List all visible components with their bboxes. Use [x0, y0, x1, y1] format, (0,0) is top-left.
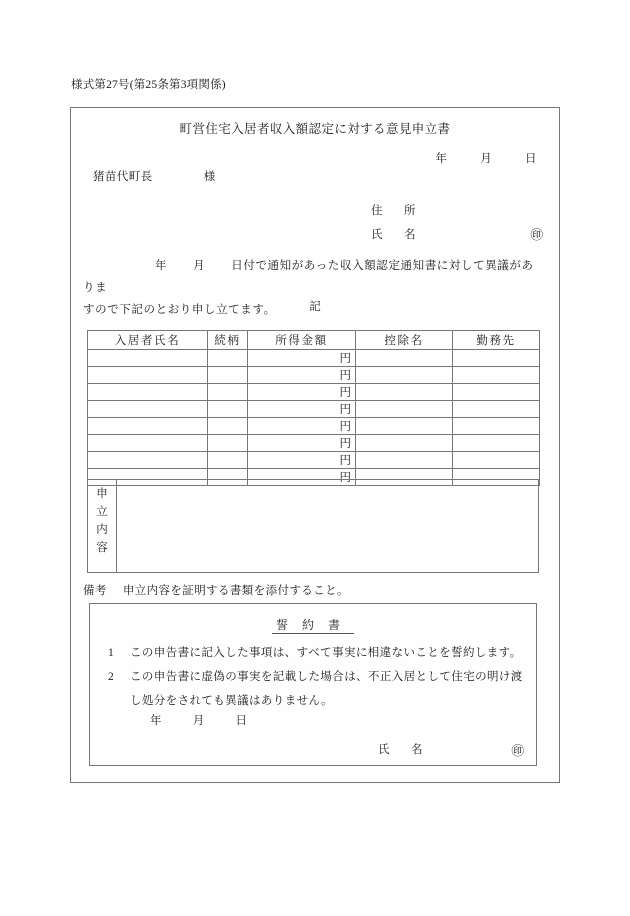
cell-deduction[interactable] [356, 367, 453, 384]
addressee-honorific: 様 [203, 171, 216, 183]
label-char-4: 容 [96, 542, 108, 554]
cell-deduction[interactable] [356, 350, 453, 367]
table-row [88, 418, 540, 435]
pledge-title: 誓約書 [90, 616, 536, 633]
body-text-line1: 日付で通知があった収入額認定通知書に対して異議がありま [83, 260, 534, 294]
applicant-block [371, 199, 561, 247]
cell-workplace[interactable] [453, 350, 540, 367]
income-table [87, 330, 540, 486]
pledge-date-line [150, 712, 248, 728]
cell-workplace[interactable] [453, 384, 540, 401]
body-text-line2: すので下記のとおり申し立てます。 [83, 304, 276, 316]
pledge-clause [106, 641, 524, 665]
addressee [93, 168, 216, 184]
table-row [88, 350, 540, 367]
note-label: 備考 [83, 585, 107, 597]
body-month-label: 月 [193, 260, 206, 272]
cell-name[interactable] [88, 350, 208, 367]
cell-workplace[interactable] [453, 367, 540, 384]
label-char-3: 内 [96, 524, 108, 536]
ki-mark: 記 [309, 301, 321, 313]
cell-workplace[interactable] [453, 452, 540, 469]
form-number: 様式第27号(第25条第3項関係) [71, 79, 226, 91]
table-row [88, 452, 540, 469]
clause-text: この申告書に虚偽の事実を記載した場合は、不正入居として住宅の明け渡し処分をされても異議はありません。 [130, 671, 523, 707]
seal-icon: ㊞ [530, 228, 543, 242]
clause-text: この申告書に記入した事項は、すべて事実に相違ないことを誓約します。 [130, 647, 522, 659]
cell-name[interactable] [88, 452, 208, 469]
cell-workplace[interactable] [453, 401, 540, 418]
cell-workplace[interactable] [453, 435, 540, 452]
cell-deduction[interactable] [356, 418, 453, 435]
cell-deduction[interactable] [356, 452, 453, 469]
cell-income[interactable]: 円 [248, 418, 356, 435]
statement-content-field[interactable] [117, 480, 539, 573]
cell-deduction[interactable] [356, 401, 453, 418]
seal-icon: ㊞ [511, 744, 524, 758]
cell-relation[interactable] [208, 367, 248, 384]
pledge-clauses [106, 641, 524, 713]
form-outer-frame [70, 107, 560, 783]
document-title: 町営住宅入居者収入額認定に対する意見申立書 [179, 122, 451, 136]
label-char-1: 申 [96, 488, 108, 500]
cell-name[interactable] [88, 401, 208, 418]
cell-relation[interactable] [208, 435, 248, 452]
cell-name[interactable] [88, 435, 208, 452]
pledge-date-year: 年 [150, 715, 162, 727]
cell-income[interactable]: 円 [248, 384, 356, 401]
column-header-name: 入居者氏名 [88, 331, 208, 350]
table-row [88, 367, 540, 384]
cell-relation[interactable] [208, 384, 248, 401]
pledge-clause [106, 665, 524, 713]
table-row [88, 401, 540, 418]
applicant-name-row [371, 223, 561, 247]
column-header-deduction: 控除名 [356, 331, 453, 350]
date-year-label: 年 [435, 153, 448, 165]
cell-income[interactable]: 円 [248, 367, 356, 384]
cell-income[interactable]: 円 [248, 452, 356, 469]
clause-number: 1 [108, 647, 115, 659]
cell-income[interactable]: 円 [248, 435, 356, 452]
pledge-date-month: 月 [192, 715, 205, 727]
cell-name[interactable] [88, 384, 208, 401]
note-text: 申立内容を証明する書類を添付すること。 [122, 585, 349, 597]
column-header-workplace: 勤務先 [453, 331, 540, 350]
clause-number: 2 [108, 671, 115, 683]
date-line-top [436, 150, 538, 166]
cell-relation[interactable] [208, 350, 248, 367]
applicant-address-row [371, 199, 561, 223]
statement-content-label [88, 480, 117, 573]
cell-relation[interactable] [208, 418, 248, 435]
pledge-signature-line [378, 741, 524, 757]
table-row [88, 435, 540, 452]
applicant-name-label: 氏 名 [371, 229, 421, 241]
table-row [88, 384, 540, 401]
table-header-row [88, 331, 540, 350]
cell-deduction[interactable] [356, 384, 453, 401]
income-table-body [88, 350, 540, 486]
date-month-label: 月 [480, 153, 493, 165]
cell-relation[interactable] [208, 452, 248, 469]
cell-income[interactable]: 円 [248, 469, 356, 486]
note-line [83, 582, 349, 598]
applicant-address-label: 住 所 [371, 205, 421, 217]
pledge-name-label: 氏 名 [378, 744, 428, 756]
body-year-label: 年 [155, 260, 168, 272]
cell-income[interactable]: 円 [248, 350, 356, 367]
column-header-relation: 続柄 [208, 331, 248, 350]
cell-name[interactable] [88, 367, 208, 384]
statement-content-box [87, 479, 539, 573]
pledge-date-day: 日 [235, 715, 248, 727]
cell-deduction[interactable] [356, 435, 453, 452]
cell-name[interactable] [88, 418, 208, 435]
label-char-2: 立 [96, 506, 108, 518]
cell-workplace[interactable] [453, 418, 540, 435]
cell-income[interactable]: 円 [248, 401, 356, 418]
column-header-income: 所得金額 [248, 331, 356, 350]
cell-relation[interactable] [208, 401, 248, 418]
date-day-label: 日 [525, 153, 537, 165]
addressee-name: 猪苗代町長 [93, 171, 153, 183]
pledge-box [89, 603, 537, 766]
